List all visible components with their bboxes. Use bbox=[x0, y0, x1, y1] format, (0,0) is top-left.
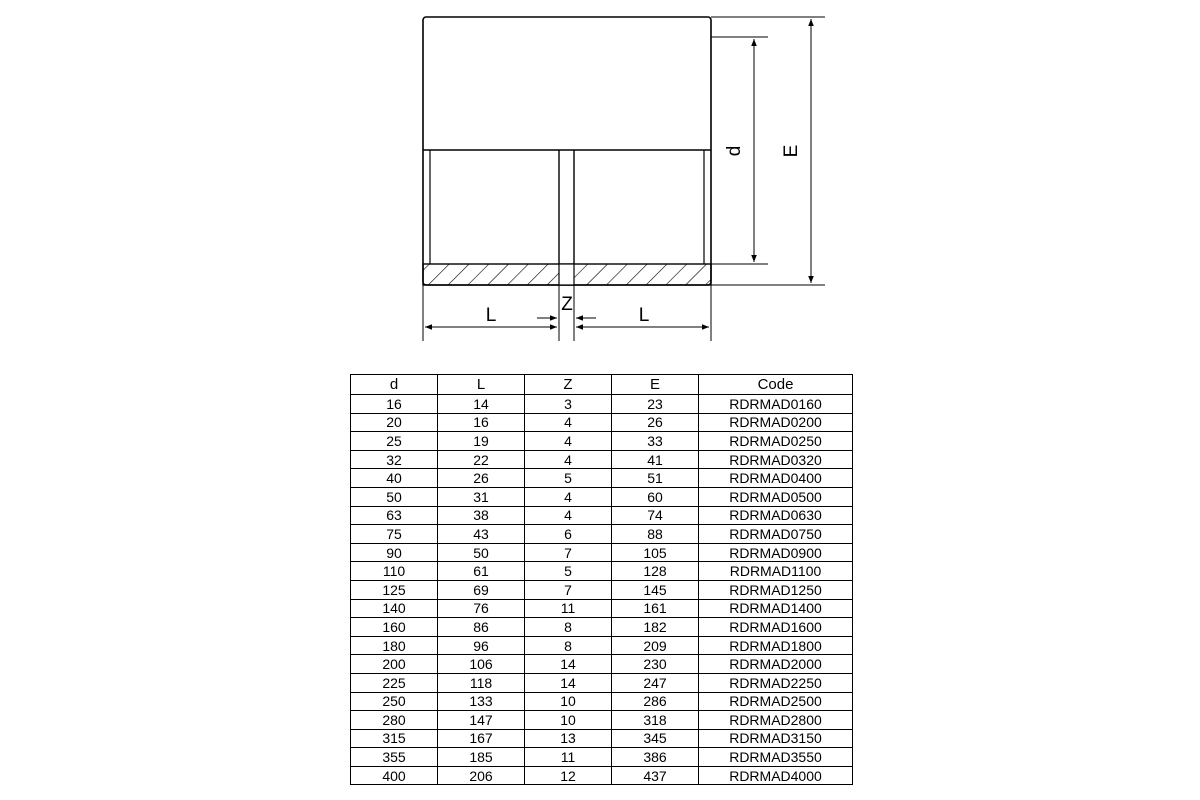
d-label: d bbox=[724, 145, 745, 157]
Z-cell: 4 bbox=[525, 487, 612, 506]
E-cell: 345 bbox=[612, 729, 699, 748]
code-cell: RDRMAD2000 bbox=[699, 655, 853, 674]
table-row bbox=[351, 395, 853, 414]
Z-cell: 4 bbox=[525, 432, 612, 451]
table-body bbox=[351, 395, 853, 785]
E-cell: 26 bbox=[612, 413, 699, 432]
table-row bbox=[351, 506, 853, 525]
table-row bbox=[351, 748, 853, 767]
table-row bbox=[351, 525, 853, 544]
L-cell: 69 bbox=[438, 580, 525, 599]
table-row bbox=[351, 599, 853, 618]
d-cell: 400 bbox=[351, 766, 438, 785]
L-left-label: L bbox=[485, 305, 497, 326]
table-row bbox=[351, 413, 853, 432]
E-cell: 33 bbox=[612, 432, 699, 451]
center-stop-gap bbox=[559, 264, 574, 285]
L-cell: 106 bbox=[438, 655, 525, 674]
L-cell: 167 bbox=[438, 729, 525, 748]
E-cell: 247 bbox=[612, 673, 699, 692]
E-cell: 60 bbox=[612, 487, 699, 506]
E-cell: 51 bbox=[612, 469, 699, 488]
code-cell: RDRMAD1100 bbox=[699, 562, 853, 581]
code-cell: RDRMAD4000 bbox=[699, 766, 853, 785]
d-cell: 160 bbox=[351, 618, 438, 637]
code-cell: RDRMAD2250 bbox=[699, 673, 853, 692]
d-cell: 110 bbox=[351, 562, 438, 581]
d-cell: 200 bbox=[351, 655, 438, 674]
dimension-table bbox=[350, 374, 853, 785]
d-cell: 280 bbox=[351, 711, 438, 730]
Z-cell: 10 bbox=[525, 711, 612, 730]
L-cell: 61 bbox=[438, 562, 525, 581]
header-d: d bbox=[351, 375, 438, 395]
table-header-row bbox=[351, 375, 853, 395]
d-cell: 125 bbox=[351, 580, 438, 599]
d-cell: 90 bbox=[351, 543, 438, 562]
E-cell: 318 bbox=[612, 711, 699, 730]
d-cell: 63 bbox=[351, 506, 438, 525]
L-cell: 86 bbox=[438, 618, 525, 637]
L-cell: 19 bbox=[438, 432, 525, 451]
d-cell: 225 bbox=[351, 673, 438, 692]
Z-cell: 14 bbox=[525, 673, 612, 692]
table-row bbox=[351, 487, 853, 506]
table-row bbox=[351, 580, 853, 599]
L-right-label: L bbox=[638, 305, 650, 326]
L-cell: 50 bbox=[438, 543, 525, 562]
L-cell: 206 bbox=[438, 766, 525, 785]
Z-cell: 10 bbox=[525, 692, 612, 711]
L-cell: 133 bbox=[438, 692, 525, 711]
d-cell: 75 bbox=[351, 525, 438, 544]
code-cell: RDRMAD2800 bbox=[699, 711, 853, 730]
L-cell: 96 bbox=[438, 636, 525, 655]
L-cell: 26 bbox=[438, 469, 525, 488]
E-label: E bbox=[781, 144, 802, 158]
E-cell: 41 bbox=[612, 450, 699, 469]
E-cell: 386 bbox=[612, 748, 699, 767]
code-cell: RDRMAD0320 bbox=[699, 450, 853, 469]
Z-cell: 7 bbox=[525, 580, 612, 599]
Z-cell: 5 bbox=[525, 562, 612, 581]
code-cell: RDRMAD3550 bbox=[699, 748, 853, 767]
E-cell: 286 bbox=[612, 692, 699, 711]
E-cell: 145 bbox=[612, 580, 699, 599]
L-cell: 76 bbox=[438, 599, 525, 618]
E-cell: 437 bbox=[612, 766, 699, 785]
E-cell: 128 bbox=[612, 562, 699, 581]
table-row bbox=[351, 432, 853, 451]
table-row bbox=[351, 729, 853, 748]
code-cell: RDRMAD0160 bbox=[699, 395, 853, 414]
table-row bbox=[351, 469, 853, 488]
code-cell: RDRMAD0630 bbox=[699, 506, 853, 525]
Z-cell: 7 bbox=[525, 543, 612, 562]
L-cell: 14 bbox=[438, 395, 525, 414]
d-cell: 50 bbox=[351, 487, 438, 506]
Z-cell: 13 bbox=[525, 729, 612, 748]
L-cell: 43 bbox=[438, 525, 525, 544]
E-cell: 209 bbox=[612, 636, 699, 655]
code-cell: RDRMAD0900 bbox=[699, 543, 853, 562]
Z-cell: 4 bbox=[525, 506, 612, 525]
coupling-technical-drawing bbox=[0, 0, 1200, 370]
L-cell: 147 bbox=[438, 711, 525, 730]
E-cell: 182 bbox=[612, 618, 699, 637]
header-L: L bbox=[438, 375, 525, 395]
Z-cell: 11 bbox=[525, 599, 612, 618]
d-cell: 20 bbox=[351, 413, 438, 432]
d-cell: 355 bbox=[351, 748, 438, 767]
d-cell: 250 bbox=[351, 692, 438, 711]
table-row bbox=[351, 692, 853, 711]
Z-cell: 8 bbox=[525, 618, 612, 637]
Z-cell: 12 bbox=[525, 766, 612, 785]
E-cell: 74 bbox=[612, 506, 699, 525]
d-cell: 25 bbox=[351, 432, 438, 451]
d-cell: 315 bbox=[351, 729, 438, 748]
code-cell: RDRMAD2500 bbox=[699, 692, 853, 711]
L-cell: 38 bbox=[438, 506, 525, 525]
table-row bbox=[351, 655, 853, 674]
code-cell: RDRMAD1250 bbox=[699, 580, 853, 599]
code-cell: RDRMAD0250 bbox=[699, 432, 853, 451]
Z-cell: 14 bbox=[525, 655, 612, 674]
d-cell: 32 bbox=[351, 450, 438, 469]
Z-cell: 4 bbox=[525, 413, 612, 432]
code-cell: RDRMAD0500 bbox=[699, 487, 853, 506]
code-cell: RDRMAD0400 bbox=[699, 469, 853, 488]
code-cell: RDRMAD0200 bbox=[699, 413, 853, 432]
table-row bbox=[351, 636, 853, 655]
Z-label: Z bbox=[561, 294, 573, 315]
code-cell: RDRMAD1400 bbox=[699, 599, 853, 618]
header-Z: Z bbox=[525, 375, 612, 395]
d-cell: 180 bbox=[351, 636, 438, 655]
table-row bbox=[351, 543, 853, 562]
table-row bbox=[351, 618, 853, 637]
Z-cell: 3 bbox=[525, 395, 612, 414]
L-cell: 118 bbox=[438, 673, 525, 692]
Z-cell: 11 bbox=[525, 748, 612, 767]
L-cell: 185 bbox=[438, 748, 525, 767]
table-row bbox=[351, 673, 853, 692]
E-cell: 230 bbox=[612, 655, 699, 674]
table-row bbox=[351, 711, 853, 730]
E-cell: 105 bbox=[612, 543, 699, 562]
E-cell: 161 bbox=[612, 599, 699, 618]
d-cell: 40 bbox=[351, 469, 438, 488]
Z-cell: 8 bbox=[525, 636, 612, 655]
E-cell: 88 bbox=[612, 525, 699, 544]
Z-cell: 4 bbox=[525, 450, 612, 469]
code-cell: RDRMAD0750 bbox=[699, 525, 853, 544]
coupling-outline bbox=[423, 17, 711, 285]
Z-cell: 6 bbox=[525, 525, 612, 544]
table-row bbox=[351, 562, 853, 581]
code-cell: RDRMAD1600 bbox=[699, 618, 853, 637]
d-cell: 16 bbox=[351, 395, 438, 414]
d-cell: 140 bbox=[351, 599, 438, 618]
code-cell: RDRMAD1800 bbox=[699, 636, 853, 655]
Z-cell: 5 bbox=[525, 469, 612, 488]
table-row bbox=[351, 450, 853, 469]
code-cell: RDRMAD3150 bbox=[699, 729, 853, 748]
L-cell: 31 bbox=[438, 487, 525, 506]
E-cell: 23 bbox=[612, 395, 699, 414]
header-code: Code bbox=[699, 375, 853, 395]
L-cell: 22 bbox=[438, 450, 525, 469]
header-E: E bbox=[612, 375, 699, 395]
L-cell: 16 bbox=[438, 413, 525, 432]
table-row bbox=[351, 766, 853, 785]
